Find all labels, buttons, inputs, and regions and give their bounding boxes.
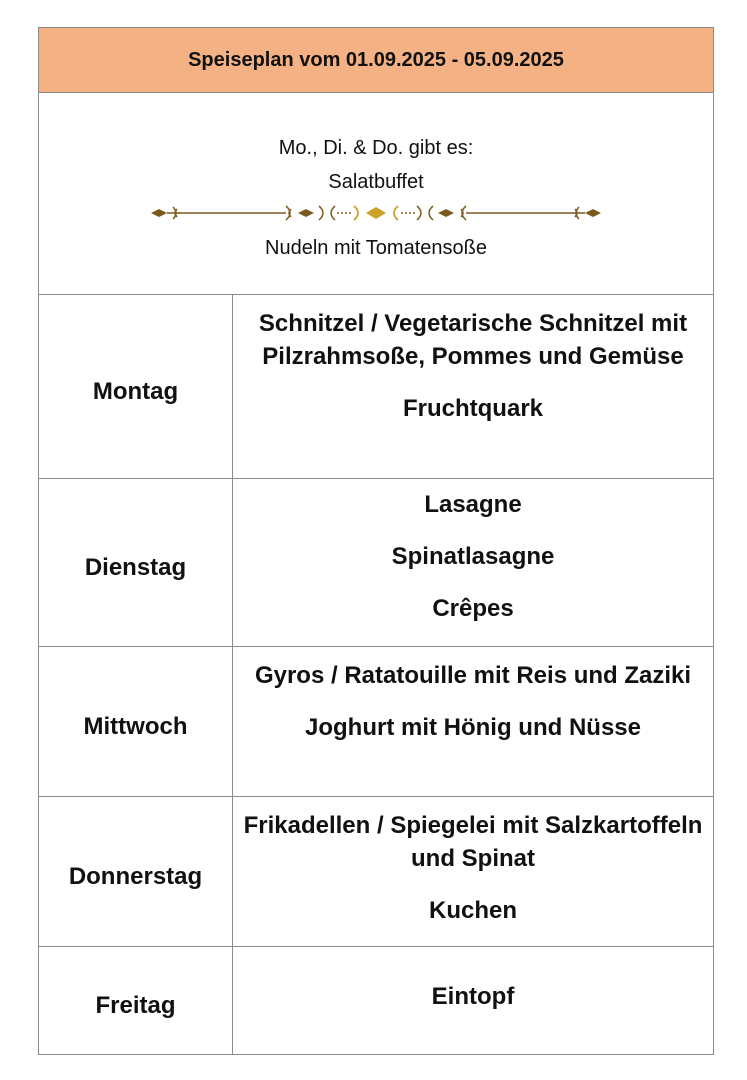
dish-list xyxy=(233,797,713,946)
day-label: Freitag xyxy=(39,947,233,1054)
dish-list xyxy=(233,947,713,1054)
dish-item: Fruchtquark xyxy=(402,395,543,422)
day-row-dienstag xyxy=(39,479,713,647)
day-label: Dienstag xyxy=(39,479,233,646)
dish-item: Crêpes xyxy=(432,595,514,622)
day-row-donnerstag xyxy=(39,797,713,947)
dish-item: Lasagne xyxy=(424,491,522,518)
dish-item: Kuchen xyxy=(428,897,517,924)
intro-line-days: Mo., Di. & Do. gibt es: xyxy=(278,137,474,159)
dish-list xyxy=(233,295,713,478)
day-row-montag xyxy=(39,295,713,479)
menu-table xyxy=(38,27,714,1055)
day-label: Mittwoch xyxy=(39,647,233,796)
day-row-mittwoch xyxy=(39,647,713,797)
dish-item: Spinatlasagne xyxy=(391,543,555,570)
day-label: Donnerstag xyxy=(39,797,233,946)
ornament-divider-icon xyxy=(151,201,601,225)
intro-line-pasta: Nudeln mit Tomatensoße xyxy=(265,237,487,259)
dish-list xyxy=(233,479,713,646)
dish-item: Eintopf xyxy=(431,983,515,1010)
dish-list xyxy=(233,647,713,796)
dish-item: Schnitzel / Vegetarische Schnitzel mit Pilzrahmsoße, Pommes und Gemüse xyxy=(258,310,688,370)
menu-title: Speiseplan vom 01.09.2025 - 05.09.2025 xyxy=(39,28,713,93)
day-label: Montag xyxy=(39,295,233,478)
dish-item: Joghurt mit Hönig und Nüsse xyxy=(305,714,641,741)
dish-item: Frikadellen / Spiegelei mit Salzkartoffeln und Spinat xyxy=(243,812,703,872)
intro-line-salad: Salatbuffet xyxy=(328,171,424,193)
day-row-freitag xyxy=(39,947,713,1054)
dish-item: Gyros / Ratatouille mit Reis und Zaziki xyxy=(254,662,692,689)
intro-section xyxy=(39,93,713,295)
